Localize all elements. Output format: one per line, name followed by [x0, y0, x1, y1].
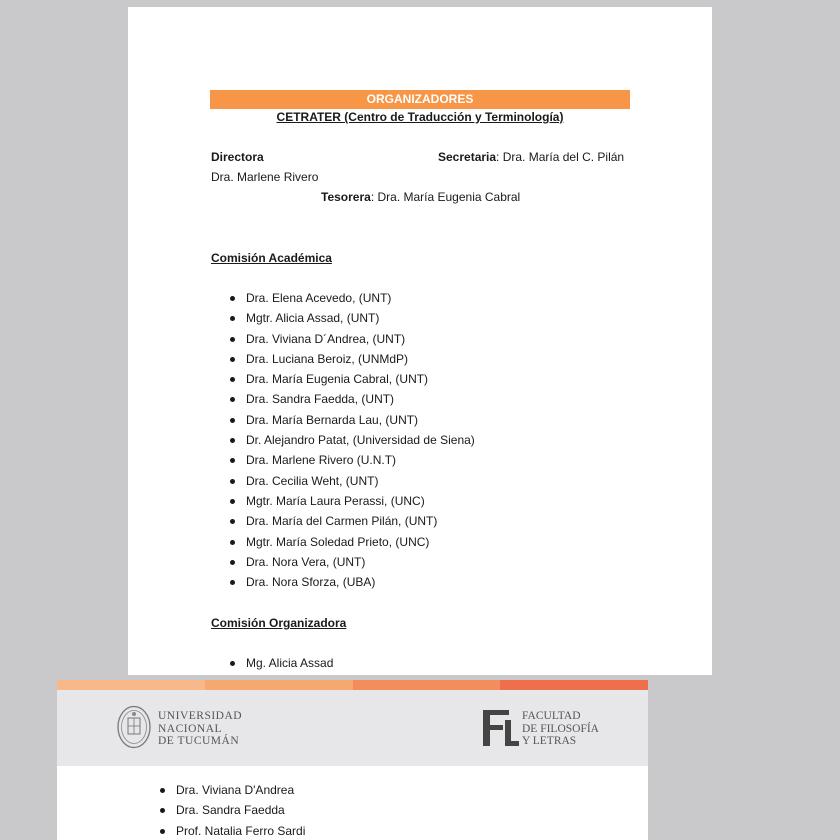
organizing-members-list-page2 [141, 780, 305, 840]
document-page-2 [57, 680, 648, 840]
organizers-banner: ORGANIZADORES [210, 90, 630, 109]
list-item: Dra. María del Carmen Pilán, (UNT) [211, 511, 475, 531]
list-item: Mg. Alicia Assad [211, 653, 333, 673]
university-seal-icon [117, 705, 151, 749]
header-stripe [500, 680, 648, 690]
tesorera-line [321, 190, 520, 204]
list-item: Dra. Viviana D´Andrea, (UNT) [211, 329, 475, 349]
academic-commission-title: Comisión Académica [211, 251, 332, 265]
list-item: Mgtr. María Soledad Prieto, (UNC) [211, 532, 475, 552]
list-item: Dra. Nora Sforza, (UBA) [211, 572, 475, 592]
directora-label: Directora [211, 150, 264, 164]
university-name: UNIVERSIDAD NACIONAL DE TUCUMÁN [158, 710, 243, 747]
header-stripe [205, 680, 353, 690]
list-item: Mgtr. María Laura Perassi, (UNC) [211, 491, 475, 511]
organizing-members-list-page1 [211, 653, 333, 673]
academic-members-list [211, 288, 475, 592]
document-page-1 [128, 7, 712, 675]
directora-name: Dra. Marlene Rivero [211, 170, 319, 184]
tesorera-name: : Dra. María Eugenia Cabral [370, 190, 521, 204]
tesorera-label: Tesorera [321, 190, 371, 204]
list-item: Dra. Viviana D'Andrea [141, 780, 305, 800]
list-item: Dra. Luciana Beroiz, (UNMdP) [211, 349, 475, 369]
list-item: Dra. María Bernarda Lau, (UNT) [211, 410, 475, 430]
secretaria-name: : Dra. María del C. Pilán [496, 150, 625, 164]
header-stripe [57, 680, 205, 690]
list-item: Dra. María Eugenia Cabral, (UNT) [211, 369, 475, 389]
header-stripes [57, 680, 648, 690]
list-item: Dra. Elena Acevedo, (UNT) [211, 288, 475, 308]
list-item: Dra. Sandra Faedda [141, 800, 305, 820]
faculty-name: FACULTAD DE FILOSOFÍA Y LETRAS [522, 710, 599, 747]
list-item: Prof. Natalia Ferro Sardi [141, 821, 305, 840]
list-item: Dra. Nora Vera, (UNT) [211, 552, 475, 572]
secretaria-line [438, 150, 624, 164]
faculty-logo-icon [479, 706, 521, 750]
list-item: Dra. Cecilia Weht, (UNT) [211, 471, 475, 491]
header-stripe [353, 680, 501, 690]
cetrater-title: CETRATER (Centro de Traducción y Terminología) [276, 110, 564, 124]
list-item: Mgtr. Alicia Assad, (UNT) [211, 308, 475, 328]
list-item: Dra. Sandra Faedda, (UNT) [211, 389, 475, 409]
secretaria-label: Secretaria [438, 150, 497, 164]
list-item: Dr. Alejandro Patat, (Universidad de Siena) [211, 430, 475, 450]
organizing-commission-title: Comisión Organizadora [211, 616, 347, 630]
list-item: Dra. Marlene Rivero (U.N.T) [211, 450, 475, 470]
